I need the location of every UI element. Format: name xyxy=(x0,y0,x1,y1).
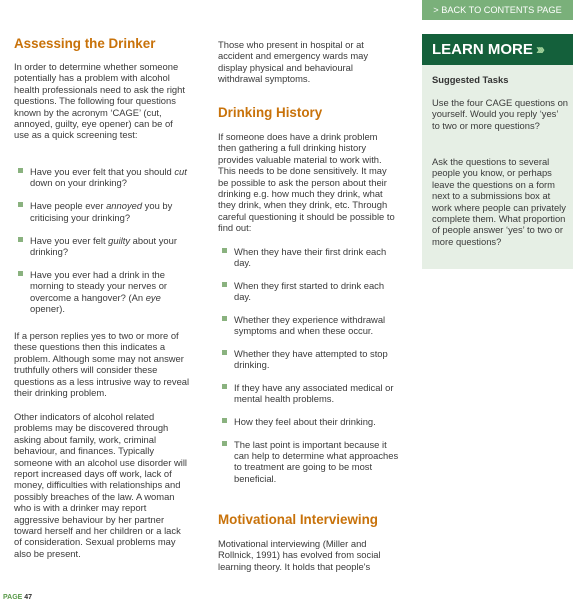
task-paragraph: Use the four CAGE questions on yourself. Would you reply ‘yes’ to two or more questions? xyxy=(432,97,569,131)
cage-question-item: Have you ever felt guilty about your drinking? xyxy=(14,235,192,258)
history-question-list xyxy=(218,246,400,495)
indicators-paragraph: Other indicators of alcohol related problems may be discovered through asking about family, work, criminal behaviour, and finances. Typically someone with an alcohol use disorder will report increased days off work, lack of money, difficulties with relationships and possibly breaches of the law. A woman who is with a drinker may report aggressive behaviour by her partner toward herself and her children or a lack of consideration. Sexual problems may also be present. xyxy=(14,411,188,559)
page-label: PAGE xyxy=(3,594,23,601)
square-bullet-icon xyxy=(222,418,227,423)
page-number-value: 47 xyxy=(24,594,33,601)
history-item: Whether they experience withdrawal symptoms and when these occur. xyxy=(218,314,400,337)
back-to-contents-button[interactable]: > BACK TO CONTENTS PAGE xyxy=(422,0,573,20)
history-item: When they have their first drink each day. xyxy=(218,246,400,269)
history-item: How they feel about their drinking. xyxy=(218,416,400,427)
page-number xyxy=(3,594,32,601)
hospital-paragraph: Those who present in hospital or at accident and emergency wards may display physical and behavioural withdrawal symptoms. xyxy=(218,39,369,85)
square-bullet-icon xyxy=(222,316,227,321)
section-title-assessing: Assessing the Drinker xyxy=(14,36,156,51)
cage-keyword: eye xyxy=(145,291,161,303)
history-item: If they have any associated medical or mental health problems. xyxy=(218,382,400,405)
section-title-motivational: Motivational Interviewing xyxy=(218,512,378,527)
suggested-tasks-heading: Suggested Tasks xyxy=(432,74,509,85)
square-bullet-icon xyxy=(222,248,227,253)
square-bullet-icon xyxy=(222,350,227,355)
section-title-drinking-history: Drinking History xyxy=(218,105,323,120)
cage-result-paragraph: If a person replies yes to two or more of these questions then this indicates a problem. Although some may not answer truthfully others will consider these questions as a less intrusive way to reveal their drinking problem. xyxy=(14,330,190,399)
cage-keyword: cut xyxy=(174,166,187,177)
intro-paragraph: In order to determine whether someone potentially has a problem with alcohol health professionals need to ask the right questions. The following four questions known by the acronym ‘CAGE’ (cut, annoyed, guilty, eye opener) can be of use as a quick screening test: xyxy=(14,61,185,141)
cage-keyword: guilty xyxy=(108,234,131,246)
cage-question-item: Have you ever had a drink in the morning to steady your nerves or overcome a hangover? (An eye opener). xyxy=(14,269,192,315)
square-bullet-icon xyxy=(222,384,227,389)
learn-more-banner xyxy=(422,34,573,65)
square-bullet-icon xyxy=(18,168,23,173)
history-item: When they first started to drink each day. xyxy=(218,280,400,303)
motivational-paragraph: Motivational interviewing (Miller and Rollnick, 1991) has evolved from social learning theory. It holds that people's xyxy=(218,538,381,572)
square-bullet-icon xyxy=(18,202,23,207)
task-paragraph: Ask the questions to several people you know, or perhaps leave the questions on a form next to a submissions box at work where people can privately complete them. What proportion of people answer ‘yes’ to two or more questions? xyxy=(432,156,566,247)
cage-question-item: Have people ever annoyed you by criticising your drinking? xyxy=(14,200,192,223)
learn-more-panel xyxy=(422,34,573,269)
square-bullet-icon xyxy=(18,237,23,242)
triple-chevron-icon: ››› xyxy=(536,41,542,58)
history-item: The last point is important because it can help to determine what approaches to treatment are going to be most beneficial. xyxy=(218,439,400,485)
square-bullet-icon xyxy=(222,282,227,287)
drinking-history-paragraph: If someone does have a drink problem then gathering a full drinking history provides valuable material to work with. This needs to be done sensitively. It may be possible to ask the person about their drinking e.g. how much they drink, what they drink, when they drink, etc. Through careful questioning it should be possible to find out: xyxy=(218,131,395,234)
square-bullet-icon xyxy=(18,271,23,276)
cage-keyword: annoyed xyxy=(106,200,143,212)
cage-question-list xyxy=(14,166,192,326)
cage-question-item: Have you ever felt that you should cut down on your drinking? xyxy=(14,166,192,189)
square-bullet-icon xyxy=(222,441,227,446)
history-item: Whether they have attempted to stop drinking. xyxy=(218,348,400,371)
learn-more-label: LEARN MORE xyxy=(432,41,533,58)
